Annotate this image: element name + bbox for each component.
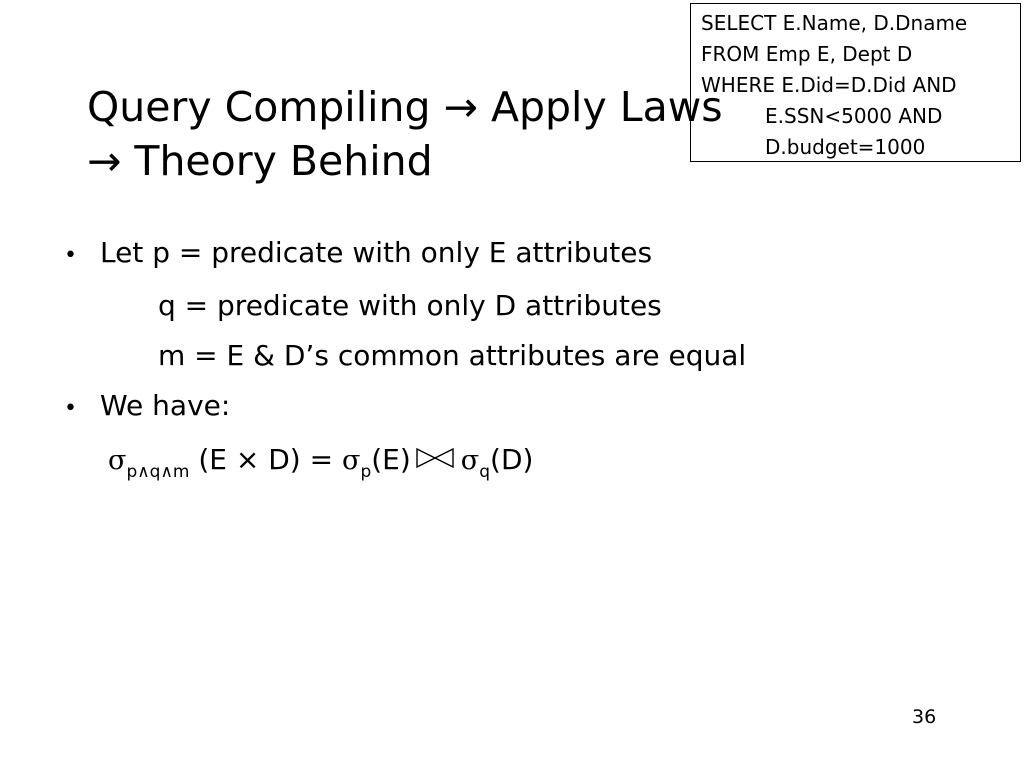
sql-line-where: WHERE E.Did=D.Did AND (701, 73, 957, 97)
bullet-icon: • (64, 396, 77, 421)
sql-line-ssn-condition: E.SSN<5000 AND (765, 104, 943, 128)
sql-line-from: FROM Emp E, Dept D (701, 42, 913, 66)
formula-e-operand: (E) (371, 443, 411, 476)
title-line-1 (87, 80, 723, 134)
formula-subscript-pqm: p∧q∧m (126, 462, 190, 482)
formula-d-operand: (D) (490, 443, 534, 476)
arrow-icon: → (443, 83, 478, 131)
bullet-icon: • (64, 243, 77, 268)
sigma-symbol: σ (108, 445, 127, 476)
title-part-query-compiling: Query Compiling (87, 83, 431, 131)
natural-join-icon (415, 447, 455, 469)
arrow-icon: → (87, 137, 122, 185)
sql-line-budget-condition: D.budget=1000 (765, 135, 926, 159)
bullet-text-predicate-m: m = E & D’s common attributes are equal (158, 339, 747, 372)
formula-subscript-q: q (479, 462, 491, 482)
formula-subscript-p: p (360, 462, 372, 482)
title-line-2 (87, 134, 723, 188)
bullet-text-predicate-p: Let p = predicate with only E attributes (100, 236, 653, 269)
title-part-apply-laws: Apply Laws (490, 83, 723, 131)
formula-cross-product: (E × D) = (189, 443, 342, 476)
sql-line-select: SELECT E.Name, D.Dname (701, 11, 968, 35)
bullet-item-we-have (60, 381, 746, 434)
slide-body (60, 228, 746, 434)
bullet-item-let (60, 228, 746, 281)
slide-title (87, 80, 723, 188)
sigma-symbol: σ (460, 445, 480, 476)
sigma-symbol: σ (342, 445, 361, 476)
page-number: 36 (912, 706, 937, 728)
equivalence-formula (108, 440, 533, 484)
sql-query-box (690, 3, 1021, 162)
bullet-text-we-have: We have: (100, 389, 231, 422)
bullet-text-predicate-q: q = predicate with only D attributes (158, 289, 662, 322)
title-part-theory-behind: Theory Behind (134, 137, 433, 185)
